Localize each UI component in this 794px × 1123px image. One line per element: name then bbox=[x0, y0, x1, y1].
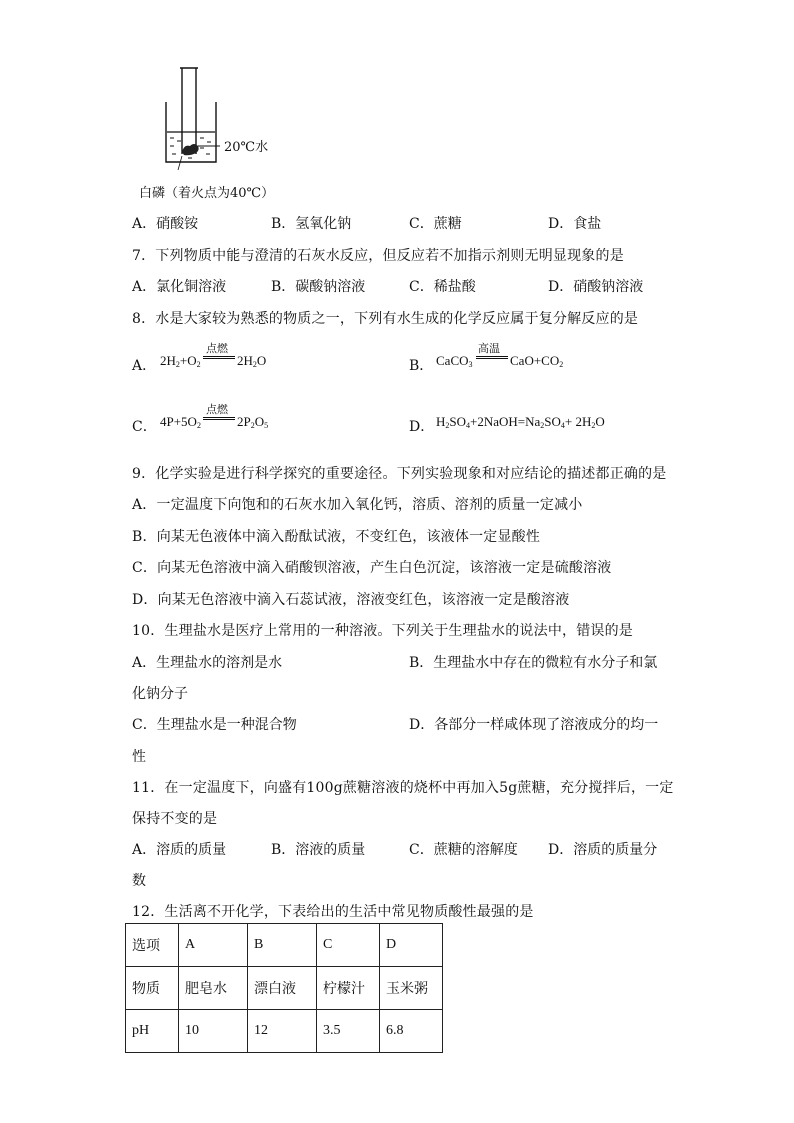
q8-option-b-condition: 高温 bbox=[478, 342, 500, 355]
q8-option-c-label: C． bbox=[132, 419, 157, 435]
q11-option-d-wrap: 数 bbox=[132, 873, 146, 889]
q10-stem: 10．生理盐水是医疗上常用的一种溶液。下列关于生理盐水的说法中，错误的是 bbox=[132, 623, 634, 639]
table-cell: 3.5 bbox=[317, 1010, 380, 1053]
table-cell: 玉米粥 bbox=[380, 967, 443, 1010]
q11-option-d: D．溶质的质量分 bbox=[548, 842, 658, 858]
phosphorus-label: 白磷（着火点为40℃） bbox=[139, 186, 275, 201]
table-cell: 12 bbox=[248, 1010, 317, 1053]
q7-option-a: A．氯化铜溶液 bbox=[132, 279, 227, 295]
table-row bbox=[126, 924, 443, 967]
q9-option-d: D．向某无色溶液中滴入石蕊试液，溶液变红色，该溶液一定是酸溶液 bbox=[132, 592, 570, 608]
table-cell: D bbox=[380, 924, 443, 967]
q7-option-c: C．稀盐酸 bbox=[409, 279, 476, 295]
table-cell: 漂白液 bbox=[248, 967, 317, 1010]
q6-option-b: B．氢氧化钠 bbox=[271, 216, 352, 232]
table-cell: 柠檬汁 bbox=[317, 967, 380, 1010]
table-cell: C bbox=[317, 924, 380, 967]
q8-option-b-equals bbox=[476, 356, 508, 359]
q8-option-b-product: $CaO+CO_2$ bbox=[510, 353, 564, 369]
q10-option-b-line2: 化钠分子 bbox=[132, 686, 188, 702]
table-cell: 肥皂水 bbox=[179, 967, 248, 1010]
table-cell: 物质 bbox=[126, 967, 179, 1010]
q8-option-a-product: $2H_2O$ bbox=[237, 353, 267, 369]
q12-stem: 12．生活离不开化学，下表给出的生活中常见物质酸性最强的是 bbox=[132, 904, 534, 920]
q8-option-d-label: D． bbox=[409, 419, 435, 435]
table-cell: 选项 bbox=[126, 924, 179, 967]
q8-option-b-label: B． bbox=[409, 358, 434, 374]
table-row bbox=[126, 1010, 443, 1053]
q10-option-a: A．生理盐水的溶剂是水 bbox=[132, 655, 283, 671]
q8-option-a-label: A． bbox=[132, 358, 157, 374]
q8-option-c-product: $2P_2O_5$ bbox=[237, 414, 269, 430]
q6-option-c: C．蔗糖 bbox=[409, 216, 462, 232]
q10-option-c: C．生理盐水是一种混合物 bbox=[132, 717, 297, 733]
q7-option-d: D．硝酸钠溶液 bbox=[548, 279, 644, 295]
q8-stem: 8．水是大家较为熟悉的物质之一，下列有水生成的化学反应属于复分解反应的是 bbox=[132, 311, 639, 327]
table-cell: 6.8 bbox=[380, 1010, 443, 1053]
q9-option-b: B．向某无色液体中滴入酚酞试液，不变红色，该液体一定显酸性 bbox=[132, 529, 541, 545]
q11-option-b: B．溶液的质量 bbox=[271, 842, 366, 858]
table-row bbox=[126, 967, 443, 1010]
ph-table bbox=[125, 923, 443, 1053]
q6-option-a: A．硝酸铵 bbox=[132, 216, 199, 232]
water-label: 20℃水 bbox=[224, 140, 269, 155]
q8-option-c-condition: 点燃 bbox=[206, 403, 228, 416]
q9-option-a: A．一定温度下向饱和的石灰水加入氧化钙，溶质、溶剂的质量一定减小 bbox=[132, 497, 583, 513]
q8-option-c-equals bbox=[203, 417, 235, 420]
beaker-diagram bbox=[160, 66, 280, 172]
q8-option-d-equation: $H_2SO_4+2NaOH=Na_2SO_4+ 2H_2O$ bbox=[436, 414, 605, 430]
table-cell: 10 bbox=[179, 1010, 248, 1053]
q10-option-d-line2: 性 bbox=[132, 749, 146, 765]
q9-option-c: C．向某无色溶液中滴入硝酸钡溶液，产生白色沉淀，该溶液一定是硫酸溶液 bbox=[132, 560, 612, 576]
q8-option-a-equals bbox=[203, 356, 235, 359]
q8-option-b-equation: CaCO$_3$ bbox=[436, 353, 473, 369]
table-cell: pH bbox=[126, 1010, 179, 1053]
q11-option-c: C．蔗糖的溶解度 bbox=[409, 842, 518, 858]
q10-option-b-line1: B．生理盐水中存在的微粒有水分子和氯 bbox=[409, 655, 658, 671]
table-cell: A bbox=[179, 924, 248, 967]
q11-option-a: A．溶质的质量 bbox=[132, 842, 227, 858]
q11-stem-line1: 11．在一定温度下，向盛有100g蔗糖溶液的烧杯中再加入5g蔗糖，充分搅拌后，一定 bbox=[132, 780, 674, 796]
q7-stem: 7．下列物质中能与澄清的石灰水反应，但反应若不加指示剂则无明显现象的是 bbox=[132, 248, 624, 264]
q7-option-b: B．碳酸钠溶液 bbox=[271, 279, 366, 295]
q10-option-d-line1: D．各部分一样咸体现了溶液成分的均一 bbox=[409, 717, 659, 733]
q11-stem-line2: 保持不变的是 bbox=[132, 811, 218, 827]
q8-option-a-equation: $2H_2+O_2$ bbox=[160, 353, 201, 369]
q9-stem: 9．化学实验是进行科学探究的重要途径。下列实验现象和对应结论的描述都正确的是 bbox=[132, 466, 667, 482]
table-cell: B bbox=[248, 924, 317, 967]
q6-option-d: D．食盐 bbox=[548, 216, 602, 232]
q8-option-c-equation: $4P+5O_2$ bbox=[160, 414, 201, 430]
q8-option-a-condition: 点燃 bbox=[206, 342, 228, 355]
